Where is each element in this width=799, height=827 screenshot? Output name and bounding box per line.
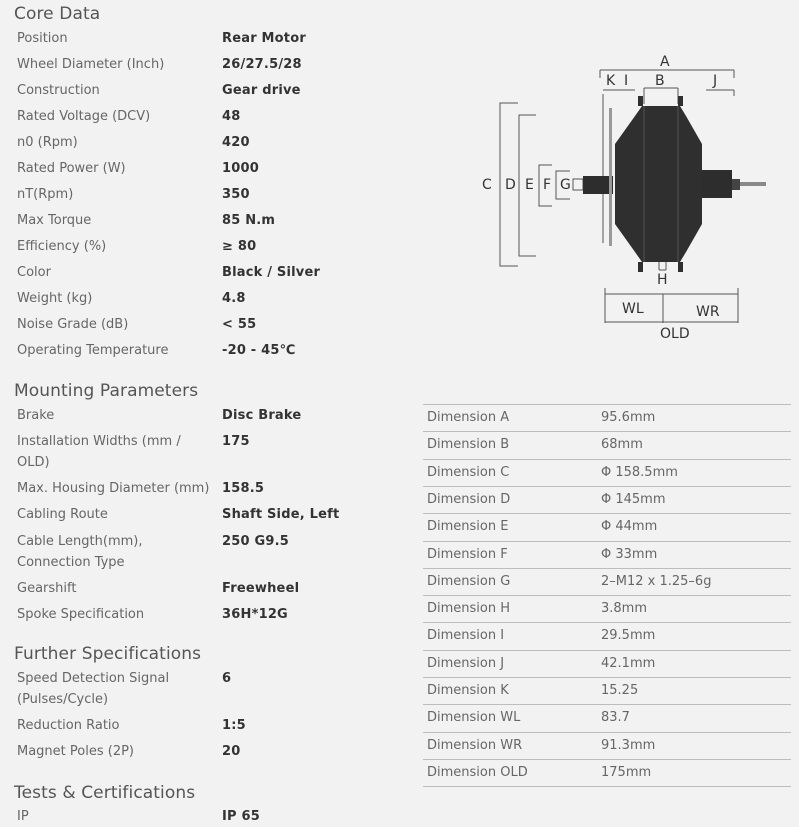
table-row (423, 513, 791, 541)
spec-value: 1000 (222, 161, 259, 176)
label-wr: WR (696, 304, 720, 320)
dimension-label: Dimension OLD (427, 764, 528, 780)
table-row (423, 595, 791, 623)
spec-value: 420 (222, 135, 250, 150)
spec-value: 20 (222, 744, 241, 759)
spec-label: Rated Power (W) (17, 161, 126, 176)
spec-value: 175 (222, 434, 250, 449)
dimension-value: 42.1mm (601, 655, 656, 671)
spec-value: 85 N.m (222, 213, 276, 228)
dimension-label: Dimension E (427, 519, 509, 535)
spec-value: Gear drive (222, 83, 301, 98)
dimension-value: 2–M12 x 1.25–6g (601, 573, 712, 589)
dimension-label: Dimension K (427, 683, 509, 698)
table-row (423, 568, 791, 596)
spec-label: Noise Grade (dB) (17, 317, 129, 332)
label-f: F (543, 177, 552, 193)
spec-label: Wheel Diameter (Inch) (17, 57, 165, 72)
spec-value: 158.5 (222, 481, 265, 496)
mounting-params-title: Mounting Parameters (14, 381, 199, 401)
spec-value: Freewheel (222, 581, 300, 596)
label-h: H (657, 272, 668, 288)
spec-value: 6 (222, 671, 232, 686)
dimension-value: 175mm (601, 764, 652, 780)
spec-label: Rated Voltage (DCV) (17, 109, 151, 124)
spec-value: Shaft Side, Left (222, 507, 340, 522)
spec-label: Reduction Ratio (17, 718, 120, 733)
axle-left (583, 176, 613, 194)
dimension-value: 29.5mm (601, 628, 656, 644)
dimension-label: Dimension WL (427, 710, 521, 726)
table-row (423, 650, 791, 678)
spec-label: n0 (Rpm) (17, 135, 78, 150)
spec-label: Gearshift (17, 581, 77, 596)
dimension-value: Φ 145mm (601, 491, 666, 507)
table-row (423, 404, 791, 432)
tests-certifications-title: Tests & Certifications (14, 783, 196, 803)
dimension-value: 15.25 (601, 683, 639, 698)
motor-hub-body (615, 106, 702, 262)
label-old: OLD (660, 326, 690, 342)
dimension-label: Dimension D (427, 491, 511, 507)
spec-label: Spoke Specification (17, 607, 145, 622)
spec-value: < 55 (222, 317, 257, 332)
label-i: I (624, 73, 629, 89)
table-row (423, 541, 791, 569)
label-e: E (525, 177, 534, 193)
spec-label: Max. Housing Diameter (mm) (17, 481, 210, 496)
dimension-label: Dimension B (427, 437, 510, 453)
spec-label: Installation Widths (mm / OLD) (17, 434, 181, 470)
table-row (423, 622, 791, 650)
motor-dimension-diagram (470, 48, 770, 348)
spec-label: Speed Detection Signal (Pulses/Cycle) (17, 671, 170, 707)
further-specs-title: Further Specifications (14, 644, 202, 664)
spec-label: Operating Temperature (17, 343, 169, 358)
spec-value: ≥ 80 (222, 239, 257, 254)
dimension-label: Dimension I (427, 628, 505, 644)
table-row (423, 704, 791, 732)
dimension-value: Φ 33mm (601, 546, 658, 562)
spec-value: IP 65 (222, 809, 260, 824)
spec-label: Color (17, 265, 51, 280)
dimension-label: Dimension G (427, 573, 511, 589)
dimension-label: Dimension WR (427, 737, 523, 753)
spec-value: 1:5 (222, 718, 246, 733)
label-b: B (655, 73, 665, 89)
spec-label: nT(Rpm) (17, 187, 74, 202)
dimension-value: Φ 44mm (601, 519, 658, 535)
spec-label: Position (17, 31, 68, 46)
table-row (423, 677, 791, 705)
dimension-label: Dimension H (427, 601, 511, 617)
spec-label: Brake (17, 408, 55, 423)
spec-label: Cabling Route (17, 507, 108, 522)
table-row (423, 486, 791, 514)
spec-label: Max Torque (17, 213, 92, 228)
spec-value: 4.8 (222, 291, 246, 306)
spec-value: 26/27.5/28 (222, 57, 302, 72)
dimension-label: Dimension F (427, 546, 508, 562)
table-row (423, 759, 791, 787)
dimension-label: Dimension A (427, 410, 510, 425)
spec-value: 250 G9.5 (222, 534, 289, 549)
spec-value: 48 (222, 109, 241, 124)
dimension-value: 91.3mm (601, 737, 656, 753)
spec-label: Magnet Poles (2P) (17, 744, 134, 759)
spec-value: Black / Silver (222, 265, 321, 280)
spec-label: Efficiency (%) (17, 239, 107, 254)
spec-label: Construction (17, 83, 100, 98)
table-row (423, 431, 791, 459)
table-row (423, 732, 791, 760)
core-data-title: Core Data (14, 4, 101, 24)
spec-label: Weight (kg) (17, 291, 93, 306)
label-wl: WL (622, 301, 644, 317)
spec-value: Disc Brake (222, 408, 302, 423)
label-d: D (505, 177, 516, 193)
dimension-value: 68mm (601, 437, 643, 453)
spec-value: Rear Motor (222, 31, 306, 46)
label-g: G (560, 177, 571, 193)
axle-right (702, 170, 732, 198)
table-bottom-border (423, 786, 791, 787)
spec-value: 36H*12G (222, 607, 288, 622)
dimension-value: 95.6mm (601, 410, 656, 425)
table-row (423, 459, 791, 487)
dimension-value: 83.7 (601, 710, 630, 726)
label-a: A (660, 54, 670, 70)
label-k: K (606, 73, 616, 89)
label-c: C (482, 177, 492, 193)
label-j: J (713, 73, 718, 89)
dimension-label: Dimension J (427, 655, 505, 671)
spec-label: Cable Length(mm), Connection Type (17, 534, 143, 570)
spec-value: 350 (222, 187, 250, 202)
dimension-label: Dimension C (427, 464, 510, 480)
spec-value: -20 - 45℃ (222, 343, 296, 358)
dimension-value: 3.8mm (601, 601, 648, 617)
dimension-value: Φ 158.5mm (601, 464, 678, 480)
spec-label: IP (17, 809, 29, 824)
